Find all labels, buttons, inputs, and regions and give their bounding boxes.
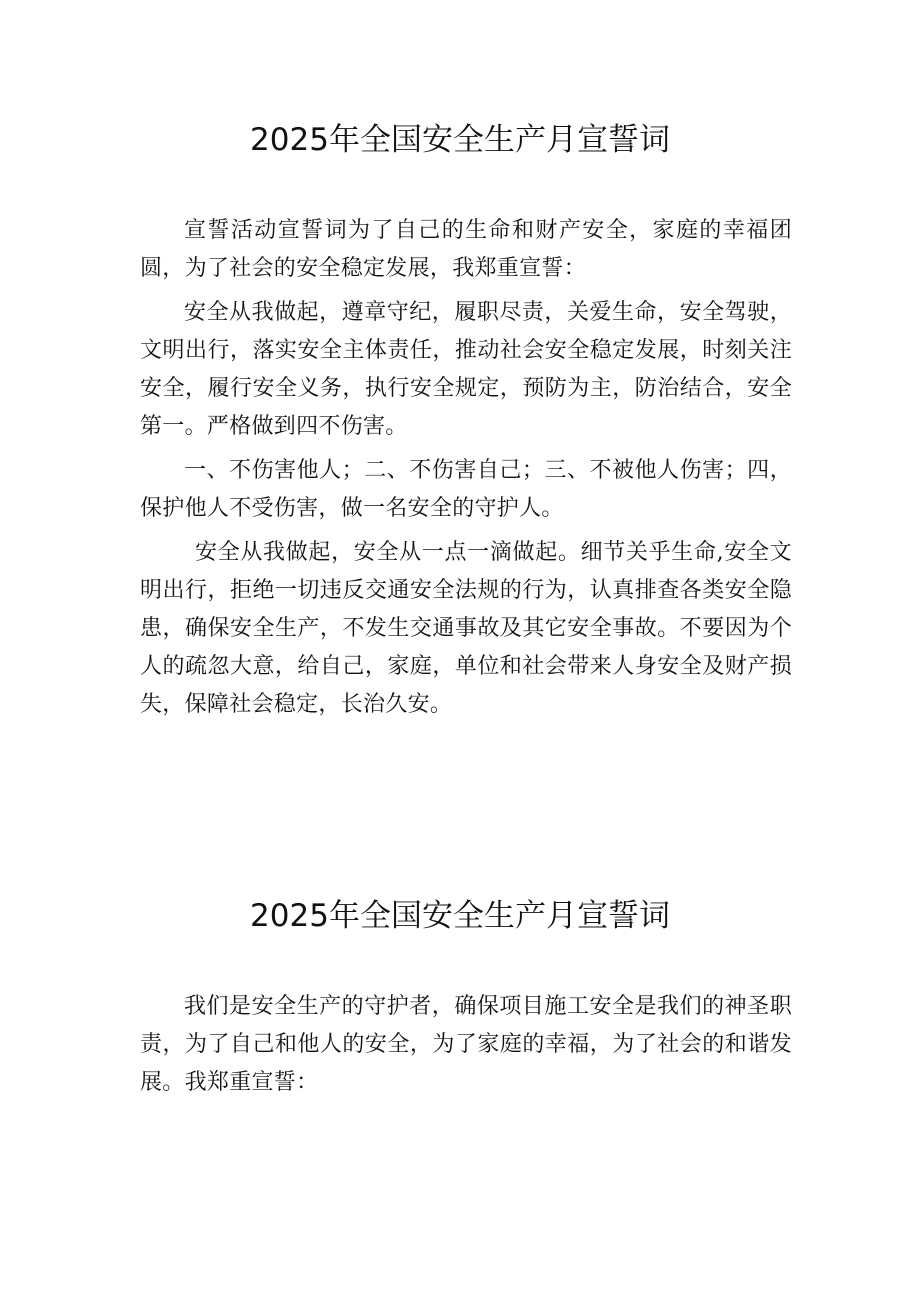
- section-2-body: [140, 988, 792, 1102]
- section-1-paragraph-2: 安全从我做起，遵章守纪，履职尽责，关爱生命，安全驾驶，文明出行，落实安全主体责任，推动社会安全稳定发展，时刻关注安全，履行安全义务，执行安全规定，预防为主，防治结合，安全第一。严格做到四不伤害。: [140, 300, 792, 439]
- section-1-body: [140, 212, 792, 724]
- section-1-paragraph-4: 安全从我做起，安全从一点一滴做起。细节关乎生命,安全文明出行，拒绝一切违反交通安全法规的行为，认真排查各类安全隐患，确保安全生产，不发生交通事故及其它安全事故。不要因为个人的疏忽大意，给自己，家庭，单位和社会带来人身安全及财产损失，保障社会稳定，长治久安。: [140, 540, 792, 717]
- section-2-paragraph-1: 我们是安全生产的守护者，确保项目施工安全是我们的神圣职责，为了自己和他人的安全，为了家庭的幸福，为了社会的和谐发展。我郑重宣誓：: [140, 994, 792, 1095]
- section-1-paragraph-3: 一、不伤害他人；二、不伤害自己；三、不被他人伤害；四，保护他人不受伤害，做一名安全的守护人。: [140, 458, 792, 521]
- section-2-title: 2025年全国安全生产月宣誓词: [250, 898, 670, 934]
- section-1-paragraph-1: 宣誓活动宣誓词为了自己的生命和财产安全，家庭的幸福团圆，为了社会的安全稳定发展，我郑重宣誓：: [140, 218, 792, 281]
- section-1-title: 2025年全国安全生产月宣誓词: [250, 122, 670, 158]
